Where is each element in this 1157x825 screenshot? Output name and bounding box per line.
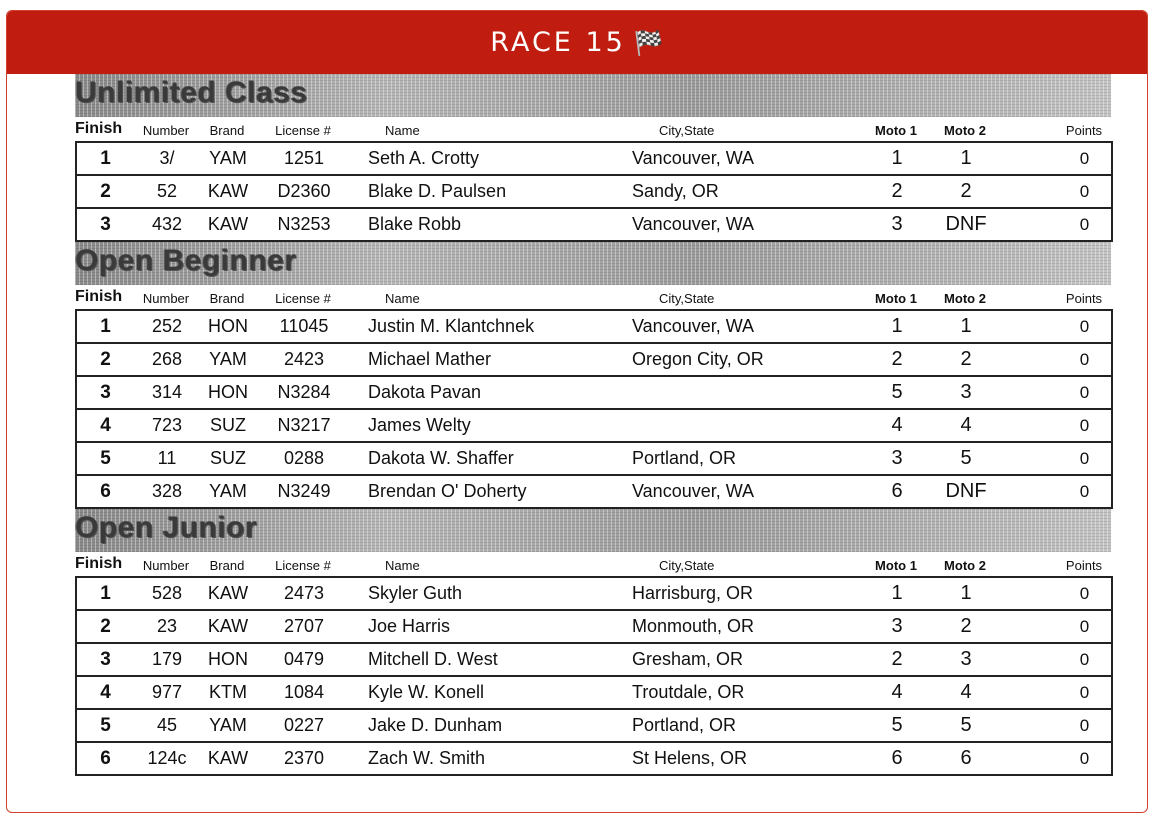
moto2-cell: 1 xyxy=(960,315,972,337)
name-cell: Jake D. Dunham xyxy=(368,715,503,735)
class-banner xyxy=(75,509,1111,552)
name-cell: Mitchell D. West xyxy=(368,649,498,669)
moto2-cell: 5 xyxy=(960,714,972,736)
brand-cell: KAW xyxy=(207,748,249,768)
table-row xyxy=(76,610,1112,643)
brand-cell: HON xyxy=(208,649,248,669)
brand-cell: HON xyxy=(208,316,248,336)
points-cell: 0 xyxy=(1079,214,1090,234)
points-cell: 0 xyxy=(1079,148,1090,168)
moto2-cell: 4 xyxy=(960,414,972,436)
finish-cell: 6 xyxy=(100,480,111,502)
finish-cell: 2 xyxy=(100,180,111,202)
license-cell: 2370 xyxy=(283,748,325,768)
moto2-cell: 5 xyxy=(960,447,972,469)
table-row xyxy=(76,742,1112,775)
class-section xyxy=(75,509,1111,776)
moto2-cell: 1 xyxy=(960,582,972,604)
city-cell: Portland, OR xyxy=(632,448,737,468)
name-cell: James Welty xyxy=(368,415,471,435)
points-cell: 0 xyxy=(1079,649,1090,669)
table-row xyxy=(76,376,1112,409)
moto2-cell: DNF xyxy=(945,480,987,502)
class-section xyxy=(75,74,1111,242)
header-points: Points xyxy=(1065,123,1103,138)
city-cell: Vancouver, WA xyxy=(632,316,755,336)
finish-cell: 1 xyxy=(100,582,111,604)
city-cell: Sandy, OR xyxy=(632,181,719,201)
brand-cell: KAW xyxy=(207,214,249,234)
number-cell: 314 xyxy=(151,382,183,402)
table-row xyxy=(76,175,1112,208)
header-name: Name xyxy=(385,558,420,573)
license-cell: 2473 xyxy=(283,583,325,603)
brand-cell: YAM xyxy=(209,481,247,501)
header-moto1: Moto 1 xyxy=(875,558,917,573)
license-cell: 1251 xyxy=(283,148,325,168)
number-cell: 3/ xyxy=(159,148,175,168)
column-headers xyxy=(75,285,1111,309)
moto1-cell: 3 xyxy=(891,213,903,235)
header-finish: Finish xyxy=(75,288,123,305)
header-brand: Brand xyxy=(209,558,245,573)
header-finish: Finish xyxy=(75,120,123,137)
moto1-cell: 3 xyxy=(891,447,903,469)
table-row xyxy=(76,643,1112,676)
number-cell: 45 xyxy=(156,715,178,735)
name-cell: Brendan O' Doherty xyxy=(368,481,527,501)
moto1-cell: 6 xyxy=(891,480,903,502)
moto1-cell: 3 xyxy=(891,615,903,637)
header-moto2: Moto 2 xyxy=(944,291,986,306)
class-banner xyxy=(75,242,1111,285)
finish-cell: 4 xyxy=(100,414,111,436)
license-cell: 1084 xyxy=(283,682,325,702)
brand-cell: YAM xyxy=(209,715,247,735)
results-table xyxy=(75,309,1113,509)
header-city: City,State xyxy=(659,123,715,138)
finish-cell: 3 xyxy=(100,381,111,403)
license-cell: D2360 xyxy=(277,181,331,201)
table-row xyxy=(76,343,1112,376)
city-cell xyxy=(632,409,868,442)
header-moto2: Moto 2 xyxy=(944,123,986,138)
results-table xyxy=(75,141,1113,242)
header-brand: Brand xyxy=(209,291,245,306)
table-row xyxy=(76,208,1112,241)
header-moto1: Moto 1 xyxy=(875,291,917,306)
race-title: RACE 15 xyxy=(490,27,626,58)
name-cell: Zach W. Smith xyxy=(368,748,486,768)
moto2-cell: DNF xyxy=(945,213,987,235)
table-row xyxy=(76,409,1112,442)
header-city: City,State xyxy=(659,558,715,573)
points-cell: 0 xyxy=(1079,181,1090,201)
points-cell: 0 xyxy=(1079,715,1090,735)
license-cell: N3253 xyxy=(277,214,331,234)
table-row xyxy=(76,442,1112,475)
table-row xyxy=(76,709,1112,742)
license-cell: 11045 xyxy=(279,316,329,336)
brand-cell: YAM xyxy=(209,148,247,168)
header-city: City,State xyxy=(659,291,715,306)
number-cell: 977 xyxy=(151,682,183,702)
finish-cell: 4 xyxy=(100,681,111,703)
moto1-cell: 4 xyxy=(891,414,903,436)
moto2-cell: 6 xyxy=(960,747,972,769)
number-cell: 179 xyxy=(151,649,183,669)
table-row xyxy=(76,475,1112,508)
brand-cell: SUZ xyxy=(210,415,246,435)
moto1-cell: 2 xyxy=(891,180,903,202)
license-cell: N3284 xyxy=(277,382,331,402)
table-row xyxy=(76,676,1112,709)
class-banner xyxy=(75,74,1111,117)
name-cell: Kyle W. Konell xyxy=(368,682,485,702)
class-title: Open Beginner xyxy=(75,244,297,277)
table-row xyxy=(76,577,1112,610)
city-cell: Vancouver, WA xyxy=(632,214,755,234)
finish-cell: 3 xyxy=(100,213,111,235)
name-cell: Blake Robb xyxy=(368,214,462,234)
number-cell: 268 xyxy=(151,349,183,369)
header-number: Number xyxy=(142,123,190,138)
header-license: License # xyxy=(275,291,331,306)
number-cell: 328 xyxy=(151,481,183,501)
class-title: Unlimited Class xyxy=(75,76,308,109)
moto1-cell: 5 xyxy=(891,714,903,736)
finish-cell: 2 xyxy=(100,615,111,637)
points-cell: 0 xyxy=(1079,616,1090,636)
city-cell: Harrisburg, OR xyxy=(632,583,754,603)
name-cell: Dakota W. Shaffer xyxy=(368,448,514,468)
brand-cell: KAW xyxy=(207,616,249,636)
header-name: Name xyxy=(385,123,420,138)
header-brand: Brand xyxy=(209,123,245,138)
name-cell: Joe Harris xyxy=(368,616,451,636)
city-cell: Troutdale, OR xyxy=(632,682,745,702)
finish-cell: 2 xyxy=(100,348,111,370)
header-points: Points xyxy=(1065,558,1103,573)
moto1-cell: 5 xyxy=(891,381,903,403)
number-cell: 432 xyxy=(151,214,183,234)
brand-cell: KAW xyxy=(207,583,249,603)
moto2-cell: 2 xyxy=(960,615,972,637)
license-cell: 0227 xyxy=(283,715,325,735)
license-cell: 0288 xyxy=(283,448,325,468)
city-cell: St Helens, OR xyxy=(632,748,748,768)
number-cell: 124c xyxy=(147,748,187,768)
race-header xyxy=(7,11,1147,74)
header-number: Number xyxy=(142,558,190,573)
city-cell: Gresham, OR xyxy=(632,649,744,669)
header-name: Name xyxy=(385,291,420,306)
points-cell: 0 xyxy=(1079,448,1090,468)
moto1-cell: 1 xyxy=(891,582,903,604)
finish-cell: 1 xyxy=(100,147,111,169)
city-cell xyxy=(632,376,868,409)
points-cell: 0 xyxy=(1079,583,1090,603)
header-number: Number xyxy=(142,291,190,306)
results-table xyxy=(75,576,1113,776)
header-points: Points xyxy=(1065,291,1103,306)
number-cell: 11 xyxy=(157,448,177,468)
table-row xyxy=(76,310,1112,343)
points-cell: 0 xyxy=(1079,316,1090,336)
license-cell: 0479 xyxy=(283,649,325,669)
moto1-cell: 1 xyxy=(891,315,903,337)
number-cell: 23 xyxy=(156,616,178,636)
name-cell: Justin M. Klantchnek xyxy=(368,316,535,336)
name-cell: Blake D. Paulsen xyxy=(368,181,507,201)
column-headers xyxy=(75,117,1111,141)
finish-cell: 5 xyxy=(100,714,111,736)
number-cell: 723 xyxy=(151,415,183,435)
license-cell: N3249 xyxy=(277,481,331,501)
brand-cell: YAM xyxy=(209,349,247,369)
city-cell: Vancouver, WA xyxy=(632,481,755,501)
moto1-cell: 2 xyxy=(891,348,903,370)
moto1-cell: 1 xyxy=(891,147,903,169)
moto2-cell: 4 xyxy=(960,681,972,703)
moto2-cell: 2 xyxy=(960,180,972,202)
name-cell: Seth A. Crotty xyxy=(368,148,480,168)
moto1-cell: 2 xyxy=(891,648,903,670)
checkered-flag-icon: 🏁 xyxy=(633,28,664,57)
brand-cell: KTM xyxy=(209,682,247,702)
points-cell: 0 xyxy=(1079,748,1090,768)
name-cell: Skyler Guth xyxy=(368,583,463,603)
moto1-cell: 6 xyxy=(891,747,903,769)
finish-cell: 6 xyxy=(100,747,111,769)
table-row xyxy=(76,142,1112,175)
finish-cell: 3 xyxy=(100,648,111,670)
points-cell: 0 xyxy=(1079,682,1090,702)
finish-cell: 1 xyxy=(100,315,111,337)
number-cell: 528 xyxy=(151,583,183,603)
header-license: License # xyxy=(275,558,331,573)
number-cell: 252 xyxy=(151,316,183,336)
brand-cell: SUZ xyxy=(210,448,246,468)
points-cell: 0 xyxy=(1079,481,1090,501)
results-sheet xyxy=(75,74,1111,776)
license-cell: 2423 xyxy=(283,349,325,369)
city-cell: Portland, OR xyxy=(632,715,737,735)
points-cell: 0 xyxy=(1079,415,1090,435)
license-cell: N3217 xyxy=(277,415,331,435)
finish-cell: 5 xyxy=(100,447,111,469)
city-cell: Vancouver, WA xyxy=(632,148,755,168)
moto2-cell: 1 xyxy=(960,147,972,169)
header-moto1: Moto 1 xyxy=(875,123,917,138)
class-title: Open Junior xyxy=(75,511,258,544)
class-section xyxy=(75,242,1111,509)
brand-cell: HON xyxy=(208,382,248,402)
header-moto2: Moto 2 xyxy=(944,558,986,573)
header-finish: Finish xyxy=(75,555,123,572)
moto2-cell: 2 xyxy=(960,348,972,370)
column-headers xyxy=(75,552,1111,576)
name-cell: Dakota Pavan xyxy=(368,382,482,402)
license-cell: 2707 xyxy=(283,616,325,636)
moto1-cell: 4 xyxy=(891,681,903,703)
brand-cell: KAW xyxy=(207,181,249,201)
race-card xyxy=(6,10,1148,813)
city-cell: Oregon City, OR xyxy=(632,349,764,369)
moto2-cell: 3 xyxy=(960,381,972,403)
points-cell: 0 xyxy=(1079,349,1090,369)
name-cell: Michael Mather xyxy=(368,349,492,369)
header-license: License # xyxy=(275,123,331,138)
number-cell: 52 xyxy=(156,181,178,201)
city-cell: Monmouth, OR xyxy=(632,616,755,636)
moto2-cell: 3 xyxy=(960,648,972,670)
points-cell: 0 xyxy=(1079,382,1090,402)
